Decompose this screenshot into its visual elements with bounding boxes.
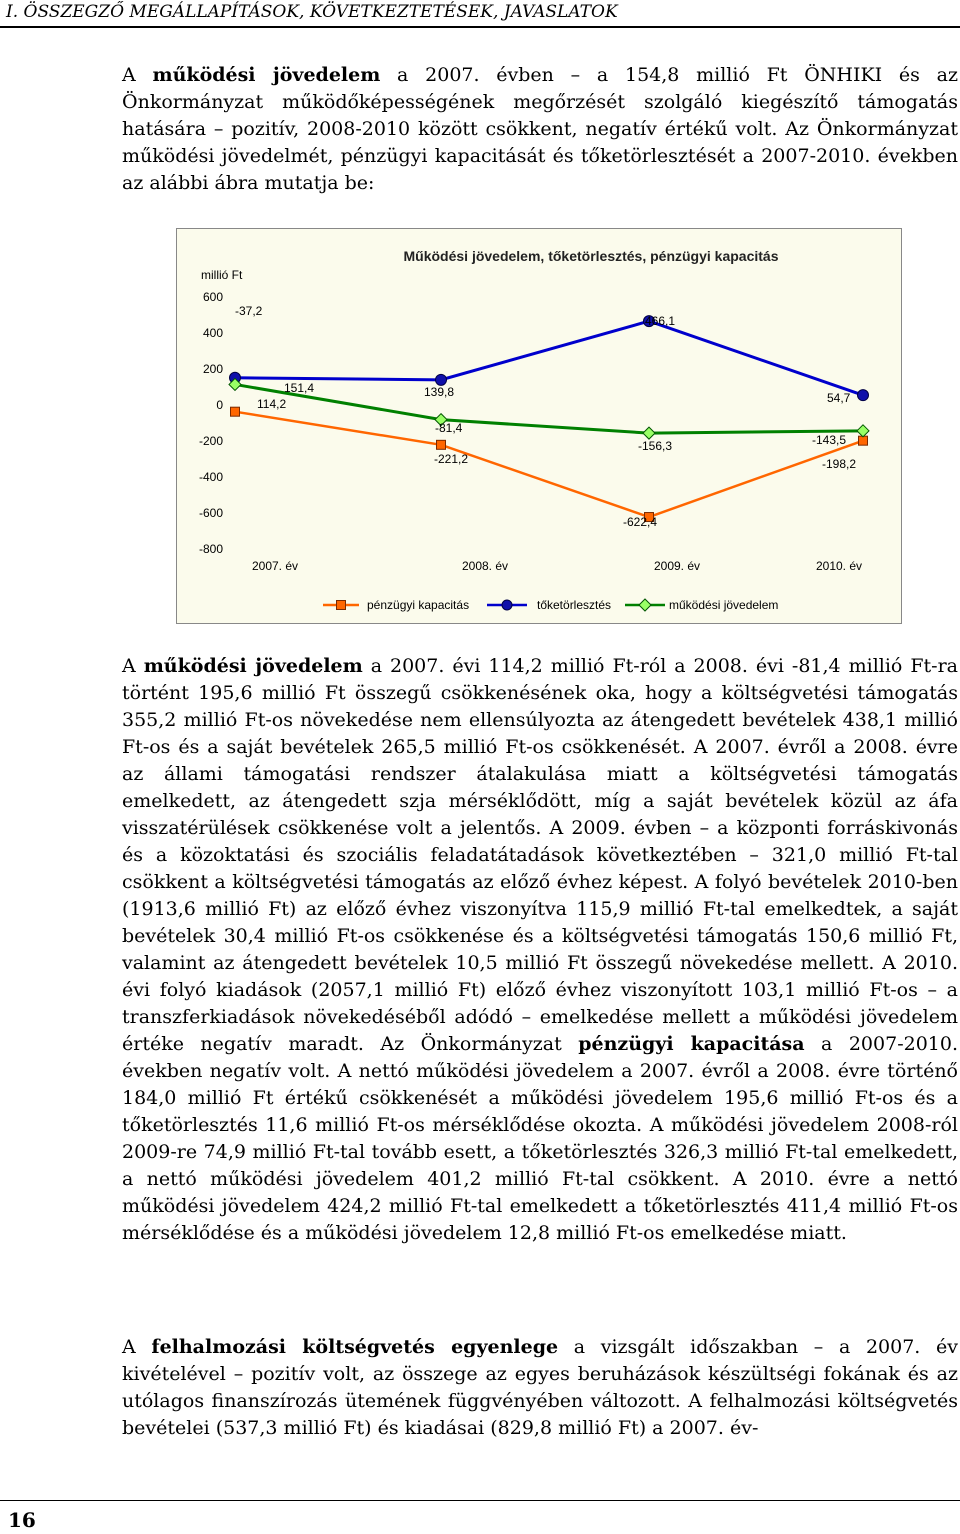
text-run: A (122, 655, 144, 677)
point-pk-0 (231, 407, 240, 416)
y-tick-label-2: 200 (202, 362, 223, 376)
text-run: a vizsgált időszakban – a 2007. év kivételével – pozitív volt, az összege az egyes beruházások készültségi fokának és az utólagos finanszírozás ütemének függvényében változott. A felhalmozási költségvetés bevételei (537,3 millió Ft) és kiadásai (829,8 millió Ft) a 2007. év- (122, 1336, 958, 1439)
y-tick-label-3: 0 (216, 398, 223, 412)
page-number: 16 (8, 1508, 36, 1532)
data-label-0-1: -221,2 (434, 452, 469, 466)
x-tick-label-2: 2009. év (653, 559, 701, 573)
legend-label-2: működési jövedelem (669, 598, 779, 612)
y-axis-label: millió Ft (201, 268, 243, 282)
bold-term: működési jövedelem (143, 655, 363, 677)
y-tick-label-0: 600 (202, 290, 223, 304)
text-run: a 2007-2010. években negatív volt. A nettó működési jövedelem a 2007. évről a 2008. évre történő 184,0 millió Ft értékű csökkenését a működési jövedelem 195,6 millió Ft-os és a tőketörlesztés 11,6 millió Ft-os mérséklődése okozta. A működési jövedelem 2008-ról 2009-re 74,9 millió Ft-tal tovább esett, a tőketörlesztés 326,3 millió Ft-tal emelkedett, a nettó működési jövedelem 401,2 millió Ft-tal csökkent. A 2010. évre a nettó működési jövedelem 424,2 millió Ft-tal emelkedett a tőketörlesztés 411,4 millió Ft-os mérséklődése és a működési jövedelem 12,8 millió Ft-os emelkedése miatt. (122, 1033, 959, 1244)
paragraph-intro (122, 62, 958, 197)
point-tt-1 (436, 374, 447, 385)
legend-label-0: pénzügyi kapacitás (367, 598, 470, 612)
paragraph-accumulation (122, 1334, 958, 1442)
data-label-1-0: 151,4 (284, 381, 315, 395)
point-mj-3 (857, 425, 869, 437)
bold-term: felhalmozási költségvetés egyenlege (151, 1336, 559, 1358)
data-label-1-2: 466,1 (645, 314, 676, 328)
section-header: I. ÖSSZEGZŐ MEGÁLLAPÍTÁSOK, KÖVETKEZTETÉSEK, JAVASLATOK (6, 2, 618, 22)
point-tt-3 (858, 390, 869, 401)
line-chart (177, 229, 903, 625)
bold-term: pénzügyi kapacitása (578, 1033, 805, 1055)
data-label-0-0: -37,2 (235, 304, 263, 318)
point-pk-1 (437, 440, 446, 449)
x-tick-label-3: 2010. év (815, 559, 863, 573)
text-run: a 2007. évi 114,2 millió Ft-ról a 2008. évi -81,4 millió Ft-ra történt 195,6 millió Ft összegű csökkenésének oka, hogy a költségvetési támogatás 355,2 millió Ft-os növekedése nem ellensúlyozta az átengedett bevételek 438,1 millió Ft-os és a saját bevételek 265,5 millió Ft-os csökkenését. A 2007. évről a 2008. évre az állami támogatási rendszer átalakulása miatt a költségvetési támogatás emelkedett, az átengedett szja mérséklődött, míg a saját bevételek közül az áfa visszatérülések csökkenése volt a jelentős. A 2009. évben – a központi forráskivonás és a közoktatási és szociális feladatátadások következtében – 321,0 millió Ft-tal csökkent a költségvetési támogatás az előző évhez képest. A folyó bevételek 2010-ben (1913,6 millió Ft) az előző évhez viszonyítva 115,9 millió Ft-tal emelkedtek, a saját bevételek 30,4 millió Ft-os csökkenése és a költségvetési támogatás 150,6 millió Ft, valamint az átengedett bevételek 10,5 millió Ft összegű növekedése mellett. A 2010. évi folyó kiadások (2057,1 millió Ft) előző évhez viszonyított 103,1 millió Ft-os – a transzferkiadások növekedéséből adódó – emelkedése mellett a működési jövedelem értéke negatív maradt. Az Önkormányzat (122, 655, 958, 1055)
data-label-2-1: -81,4 (435, 421, 463, 435)
legend-label-1: tőketörlesztés (537, 598, 612, 612)
point-mj-2 (643, 427, 655, 439)
y-tick-label-4: -200 (198, 434, 223, 448)
text-run: a 2007. évben – a 154,8 millió Ft ÖNHIKI és az Önkormányzat működőképességének megőrzését szolgáló kiegészítő támogatás hatására – pozitív, 2008-2010 között csökkent, negatív értékű volt. Az Önkormányzat működési jövedelmét, pénzügyi kapacitását és tőketörlesztését a 2007-2010. években az alábbi ábra mutatja be: (122, 64, 959, 194)
header-rule (0, 26, 960, 28)
series-line-1 (235, 321, 863, 395)
legend-marker-1 (502, 600, 512, 610)
x-tick-label-1: 2008. év (461, 559, 509, 573)
data-label-1-1: 139,8 (424, 385, 455, 399)
bold-term: működési jövedelem (152, 64, 381, 86)
data-label-2-0: 114,2 (257, 397, 287, 411)
y-tick-label-5: -400 (198, 470, 223, 484)
y-tick-label-1: 400 (202, 326, 223, 340)
text-run: A (122, 1336, 152, 1358)
y-tick-label-7: -800 (198, 542, 223, 556)
legend-marker-2 (639, 599, 651, 611)
paragraph-analysis (122, 653, 958, 1247)
data-label-0-3: -198,2 (822, 457, 857, 471)
y-tick-label-6: -600 (198, 506, 223, 520)
text-run: A (122, 64, 153, 86)
footer-rule (0, 1500, 960, 1501)
legend-marker-0 (337, 601, 346, 610)
x-tick-label-0: 2007. év (251, 559, 299, 573)
data-label-2-2: -156,3 (638, 439, 673, 453)
data-label-1-3: 54,7 (827, 391, 851, 405)
chart-container (176, 228, 902, 624)
chart-title: Működési jövedelem, tőketörlesztés, pénzügyi kapacitás (403, 248, 779, 264)
data-label-2-3: -143,5 (812, 433, 847, 447)
data-label-0-2: -622,4 (623, 515, 658, 529)
